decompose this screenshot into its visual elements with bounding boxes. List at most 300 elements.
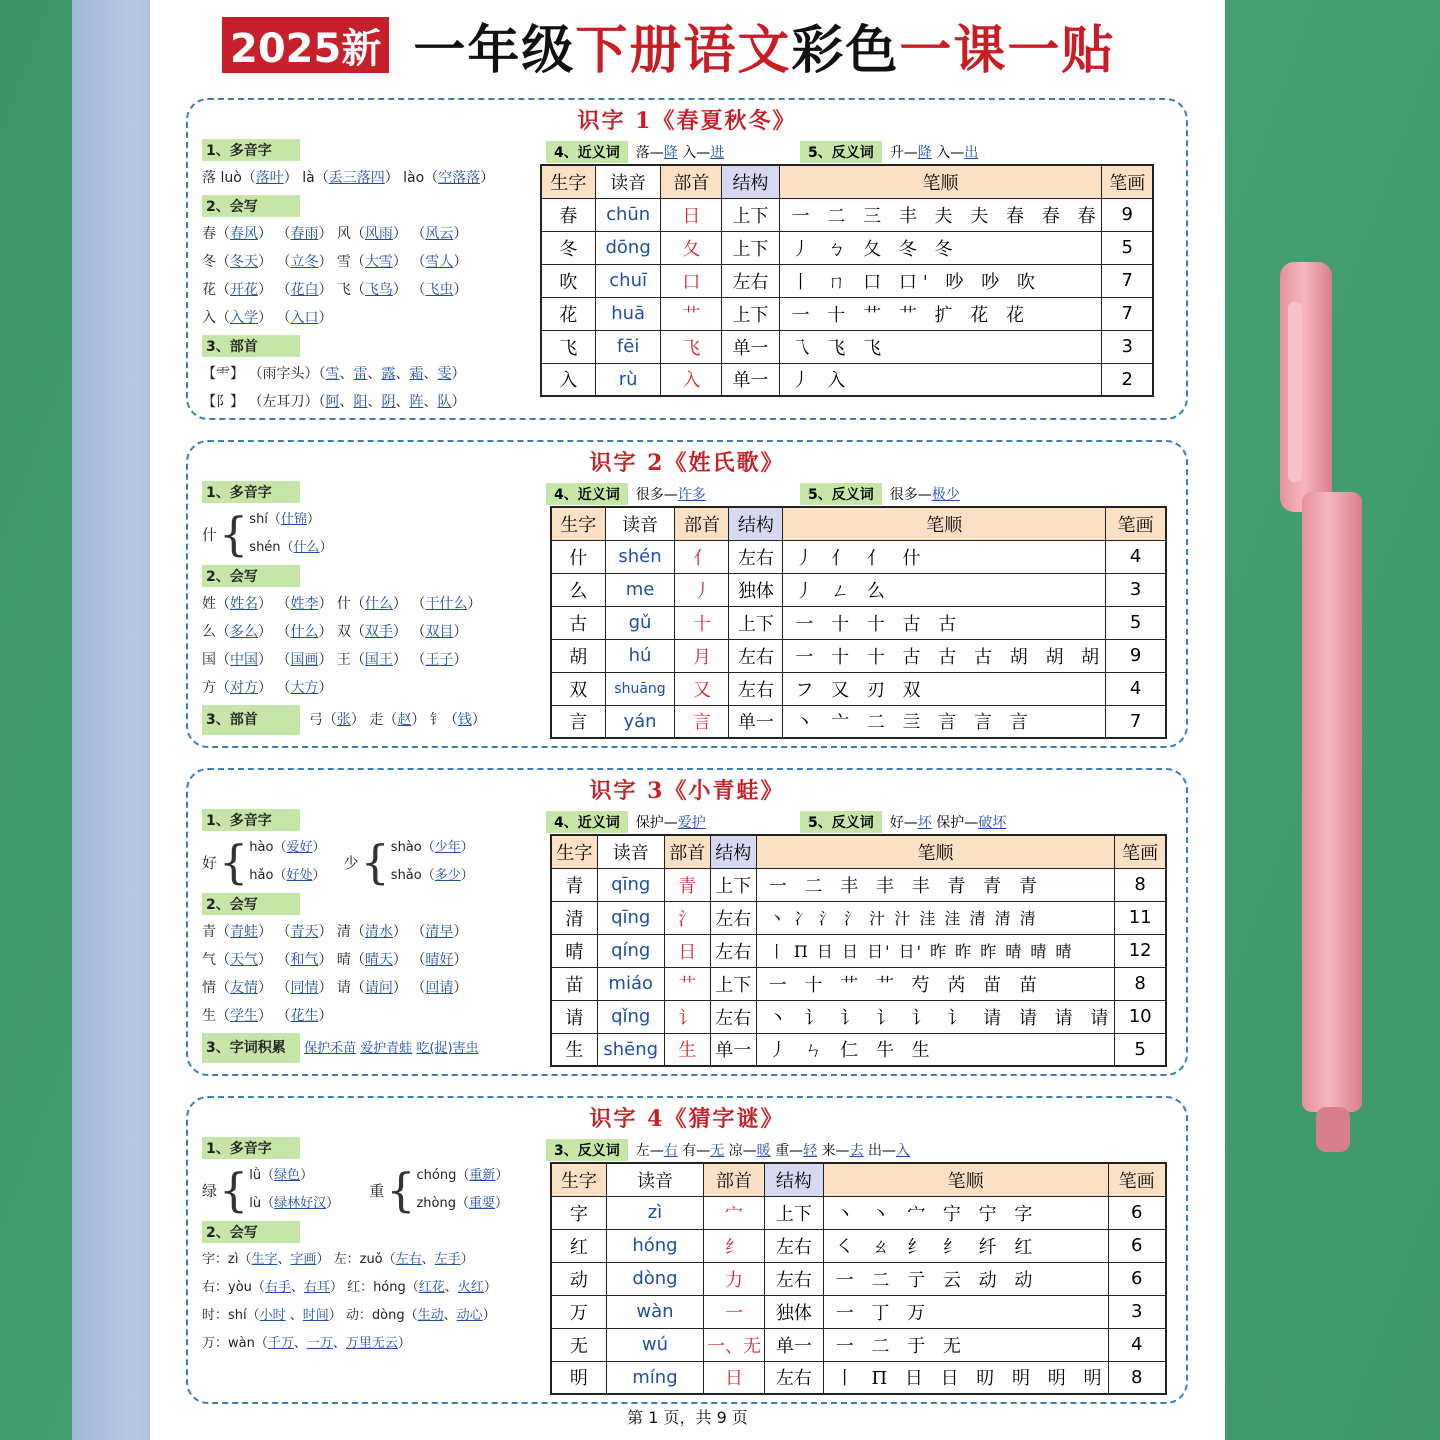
stroke-order-cell: 一 丁 万	[823, 1295, 1108, 1328]
example-word: 飞虫	[425, 282, 454, 298]
character-cell: 冬	[541, 231, 595, 264]
column-header: 笔画	[1108, 1163, 1166, 1196]
radical-cell: 飞	[661, 330, 722, 363]
example-word: 飞鸟	[364, 282, 393, 298]
structure-cell: 左右	[764, 1262, 823, 1295]
example-word: 花白	[290, 282, 319, 298]
stroke-count-cell: 6	[1108, 1262, 1166, 1295]
example-word: 小时	[259, 1308, 286, 1323]
list-item: 么（多么） （什么） 双（双手） （双目）	[202, 624, 468, 640]
pinyin-cell: fēi	[595, 330, 661, 363]
structure-cell: 单一	[722, 330, 779, 363]
lesson-notes	[202, 136, 542, 416]
column-header: 笔顺	[756, 835, 1115, 868]
character-cell: 什	[551, 540, 605, 573]
antonyms-line: 5、反义词 很多—极少	[800, 480, 960, 508]
pinyin-cell: dōng	[595, 231, 661, 264]
character-table	[550, 834, 1167, 1067]
stroke-order-cell: 一 十 十 古 古	[783, 606, 1106, 639]
lesson-4-card	[186, 1096, 1188, 1404]
pinyin-cell: yán	[605, 705, 675, 738]
stroke-count-cell: 8	[1115, 967, 1166, 1000]
structure-cell: 上下	[764, 1196, 823, 1229]
stroke-order-cell: 丿 ㄥ 么	[783, 573, 1106, 606]
character-cell: 花	[541, 297, 595, 330]
stroke-order-cell: 丿 入	[779, 363, 1102, 396]
list-item: shào（少年）	[390, 840, 474, 855]
example-word: 学生	[230, 1008, 258, 1024]
structure-cell: 上下	[722, 297, 779, 330]
example-word: 雪人	[425, 254, 454, 270]
pinyin-cell: dòng	[606, 1262, 703, 1295]
column-header: 结构	[729, 507, 783, 540]
example-word: 字画	[290, 1252, 317, 1267]
section-heading: 1、多音字	[202, 1137, 300, 1159]
pinyin-cell: me	[605, 573, 675, 606]
page-header	[222, 12, 1182, 81]
table-row	[541, 330, 1153, 363]
example-word: 绿色	[274, 1168, 301, 1183]
example-word: 重要	[469, 1196, 496, 1211]
list-item: lǜ（绿色）	[249, 1168, 314, 1183]
example-word: 钱	[457, 712, 472, 728]
example-word: 绿林好汉	[274, 1196, 327, 1211]
list-item: 花（开花） （花白） 飞（飞鸟） （飞虫）	[202, 282, 468, 298]
example-word: 动心	[456, 1308, 483, 1323]
radical-cell: 艹	[661, 297, 722, 330]
example-word: 中国	[230, 652, 258, 668]
table-row	[551, 868, 1166, 901]
structure-cell: 左右	[764, 1229, 823, 1262]
structure-cell: 左右	[710, 934, 756, 967]
stroke-count-cell: 8	[1108, 1361, 1166, 1394]
structure-cell: 单一	[764, 1328, 823, 1361]
radical-cell: 入	[661, 363, 722, 396]
example-word: 无	[710, 1143, 725, 1159]
structure-cell: 独体	[764, 1295, 823, 1328]
stroke-order-cell: 一 二 于 无	[823, 1328, 1108, 1361]
radical-cell: 氵	[664, 901, 710, 934]
example-word: 左右	[395, 1252, 422, 1267]
character-cell: 胡	[551, 639, 605, 672]
structure-cell: 单一	[722, 363, 779, 396]
example-word: 风雨	[364, 226, 393, 242]
column-header: 生字	[551, 1163, 606, 1196]
example-word: 阵	[409, 394, 424, 410]
structure-cell: 左右	[710, 1000, 756, 1033]
list-item: 入（入学） （入口）	[202, 310, 333, 326]
synonyms-line: 4、近义词 落—降 入—进	[546, 138, 724, 166]
column-header: 部首	[664, 835, 710, 868]
character-cell: 明	[551, 1361, 606, 1394]
table-header-row	[551, 835, 1166, 868]
structure-cell: 左右	[710, 901, 756, 934]
character-cell: 言	[551, 705, 605, 738]
stroke-order-cell: フ 又 刃 双	[783, 672, 1106, 705]
example-word: 千万	[267, 1336, 294, 1351]
list-item: chóng（重新）	[416, 1168, 509, 1183]
stroke-order-cell: 乁 飞 飞	[779, 330, 1102, 363]
table-row	[551, 540, 1166, 573]
radical-cell: 日	[664, 934, 710, 967]
write-list	[202, 1246, 542, 1358]
table-header-row	[541, 165, 1153, 198]
year-badge: 2025新	[222, 17, 389, 73]
example-word: 王子	[425, 652, 454, 668]
pinyin-cell: zì	[606, 1196, 703, 1229]
example-word: 大雪	[364, 254, 393, 270]
lesson-title: 识字 4《猜字谜》	[589, 1106, 785, 1132]
table-row	[551, 1295, 1166, 1328]
example-word: 丢三落四	[328, 170, 385, 186]
table-row	[551, 901, 1166, 934]
example-word: 露	[381, 366, 396, 382]
list-item: hào（爱好）	[249, 840, 326, 855]
example-word: 右手	[264, 1280, 291, 1295]
character-cell: 请	[551, 1000, 597, 1033]
structure-cell: 上下	[722, 198, 779, 231]
synonyms-line: 4、近义词 很多—许多	[546, 480, 706, 508]
radical-cell: 夂	[661, 231, 722, 264]
structure-cell: 上下	[729, 606, 783, 639]
lesson-title: 识字 3《小青蛙》	[589, 778, 785, 804]
column-header: 结构	[710, 835, 756, 868]
radical-cell: 艹	[664, 967, 710, 1000]
list-item: shén（什么）	[249, 540, 333, 555]
stroke-count-cell: 3	[1108, 1295, 1166, 1328]
lesson-1-card	[186, 98, 1188, 420]
column-header: 笔顺	[783, 507, 1106, 540]
page-title: 一年级下册语文彩色一课一贴	[413, 19, 1116, 81]
lesson-title: 识字 1《春夏秋冬》	[577, 108, 797, 134]
stroke-count-cell: 7	[1102, 264, 1153, 297]
column-header: 读音	[606, 1163, 703, 1196]
stroke-count-cell: 4	[1108, 1328, 1166, 1361]
lesson-3-card	[186, 768, 1188, 1076]
example-word: 同情	[290, 980, 319, 996]
character-cell: 春	[541, 198, 595, 231]
write-list	[202, 220, 542, 332]
example-word: 青天	[290, 924, 319, 940]
example-word: 右	[663, 1143, 678, 1159]
pinyin-cell: hóng	[606, 1229, 703, 1262]
write-list	[202, 918, 542, 1030]
structure-cell: 左右	[764, 1361, 823, 1394]
table-row	[541, 264, 1153, 297]
example-word: 入	[896, 1143, 911, 1159]
example-word: 晴天	[364, 952, 393, 968]
radical-cell: 日	[704, 1361, 765, 1394]
example-word: 双目	[425, 624, 454, 640]
stroke-count-cell: 7	[1106, 705, 1166, 738]
radical-cell: 宀	[704, 1196, 765, 1229]
character-cell: 清	[551, 901, 597, 934]
section-heading: 2、会写	[202, 893, 300, 915]
column-header: 部首	[704, 1163, 765, 1196]
table-header-row	[551, 1163, 1166, 1196]
column-header: 生字	[551, 835, 597, 868]
stroke-order-cell: 丿 ㄅ 夂 冬 冬	[779, 231, 1102, 264]
list-item: 万：wàn（千万、一万、万里无云）	[202, 1336, 411, 1351]
character-table	[550, 506, 1167, 739]
example-word: 雯	[437, 366, 452, 382]
character-cell: 生	[551, 1033, 597, 1066]
pinyin-cell: gǔ	[605, 606, 675, 639]
character-cell: 青	[551, 868, 597, 901]
stroke-order-cell: 一 十 艹 艹 扩 花 花	[779, 297, 1102, 330]
table-row	[541, 198, 1153, 231]
list-item: 【⻗】 （雨字头）（雪、雷、露、霜、雯）	[202, 366, 466, 382]
pinyin-cell: qǐng	[597, 1000, 664, 1033]
example-word: 春风	[230, 226, 258, 242]
example-word: 什锦	[280, 512, 307, 527]
polyphonic-group: 好 { hào（爱好） hǎo（好处） 少 { shào（少年） shǎo（多少）	[202, 835, 474, 889]
table-row	[551, 1196, 1166, 1229]
example-word: 阿	[325, 394, 340, 410]
column-header: 生字	[541, 165, 595, 198]
pinyin-cell: huā	[595, 297, 661, 330]
character-cell: 红	[551, 1229, 606, 1262]
stroke-count-cell: 5	[1115, 1033, 1166, 1066]
example-word: 国画	[290, 652, 319, 668]
example-word: 国王	[364, 652, 393, 668]
pinyin-cell: miáo	[597, 967, 664, 1000]
stroke-order-cell: 丿 亻 亻 什	[783, 540, 1106, 573]
radical-line: 3、部首 弓（张） 走（赵） 钅（钱）	[202, 702, 542, 730]
list-item: 右：yòu（右手、右耳） 红：hóng（红花、火红）	[202, 1280, 497, 1295]
stroke-count-cell: 3	[1102, 330, 1153, 363]
example-word: 大方	[290, 680, 319, 696]
stroke-count-cell: 6	[1108, 1229, 1166, 1262]
pinyin-cell: qīng	[597, 901, 664, 934]
pinyin-cell: shén	[605, 540, 675, 573]
example-word: 回请	[425, 980, 454, 996]
list-item: 情（友情） （同情） 请（请问） （回请）	[202, 980, 468, 996]
example-word: 坏	[917, 815, 932, 831]
stroke-order-cell: ㇛ ㄠ 纟 纟 纤 红	[823, 1229, 1108, 1262]
example-word: 双手	[364, 624, 393, 640]
example-word: 多么	[230, 624, 258, 640]
stroke-count-cell: 6	[1108, 1196, 1166, 1229]
character-cell: 字	[551, 1196, 606, 1229]
radical-cell: 又	[675, 672, 729, 705]
antonyms-line: 5、反义词 好—坏 保护—破坏	[800, 808, 1006, 836]
example-word: 雷	[353, 366, 368, 382]
character-cell: 动	[551, 1262, 606, 1295]
section-heading: 1、多音字	[202, 139, 300, 161]
structure-cell: 左右	[729, 540, 783, 573]
example-word: 阴	[381, 394, 396, 410]
section-heading: 2、会写	[202, 1221, 300, 1243]
table-row	[551, 1033, 1166, 1066]
example-word: 春雨	[290, 226, 319, 242]
lesson-notes	[202, 1134, 542, 1358]
stroke-order-cell: 丿 ㄣ 仁 牛 生	[756, 1033, 1115, 1066]
character-cell: 古	[551, 606, 605, 639]
example-word: 队	[437, 394, 452, 410]
example-word: 什么	[293, 540, 320, 555]
example-word: 赵	[397, 712, 412, 728]
synonyms-line: 4、近义词 保护—爱护	[546, 808, 706, 836]
structure-cell: 上下	[722, 231, 779, 264]
list-item: shí（什锦）	[249, 512, 320, 527]
example-word: 轻	[803, 1143, 818, 1159]
table-row	[541, 231, 1153, 264]
column-header: 结构	[722, 165, 779, 198]
write-list	[202, 590, 542, 702]
character-table	[550, 1162, 1167, 1395]
stroke-count-cell: 5	[1106, 606, 1166, 639]
pinyin-cell: hú	[605, 639, 675, 672]
table-row	[551, 967, 1166, 1000]
example-word: 花生	[290, 1008, 319, 1024]
character-cell: 么	[551, 573, 605, 606]
column-header: 结构	[764, 1163, 823, 1196]
example-word: 破坏	[978, 815, 1007, 831]
radical-cell: 力	[704, 1262, 765, 1295]
example-word: 少年	[434, 840, 461, 855]
stroke-count-cell: 9	[1106, 639, 1166, 672]
list-item: shǎo（多少）	[390, 868, 474, 883]
example-word: 落叶	[255, 170, 284, 186]
column-header: 部首	[675, 507, 729, 540]
polyphonic-group: 绿 { lǜ（绿色） lù（绿林好汉） 重 { chóng（重新） zhòng（重要）	[202, 1163, 509, 1217]
example-word: 暖	[756, 1143, 771, 1159]
example-word: 晴好	[425, 952, 454, 968]
accumulation-line: 3、字词积累 保护禾苗 爱护青蛙 吃(捉)害虫	[202, 1030, 542, 1058]
stroke-count-cell: 5	[1102, 231, 1153, 264]
radical-cell: 讠	[664, 1000, 710, 1033]
character-cell: 飞	[541, 330, 595, 363]
table-header-row	[551, 507, 1166, 540]
list-item: 国（中国） （国画） 王（国王） （王子）	[202, 652, 468, 668]
example-word: 什么	[364, 596, 393, 612]
example-word: 出	[964, 145, 979, 161]
stroke-order-cell: 一 二 亍 云 动 动	[823, 1262, 1108, 1295]
stroke-order-cell: 丶 冫 氵 氵 汁 汁 洼 洼 清 清 清	[756, 901, 1115, 934]
example-word: 友情	[230, 980, 258, 996]
stroke-count-cell: 11	[1115, 901, 1166, 934]
example-word: 和气	[290, 952, 319, 968]
example-word: 爱护	[677, 815, 706, 831]
column-header: 读音	[597, 835, 664, 868]
list-item: 字：zì（生字、字画） 左：zuǒ（左右、左手）	[202, 1252, 474, 1267]
list-item: 青（青蛙） （青天） 清（清水） （清早）	[202, 924, 468, 940]
page-footer: 第 1 页，共 9 页	[627, 1408, 748, 1427]
example-word: 开花	[230, 282, 258, 298]
polyphonic-line: 落 luò（落叶） là（丢三落四） lào（空落落）	[202, 170, 495, 186]
structure-cell: 上下	[710, 868, 756, 901]
structure-cell: 左右	[729, 672, 783, 705]
pinyin-cell: shuāng	[605, 672, 675, 705]
character-cell: 无	[551, 1328, 606, 1361]
radical-cell: 丿	[675, 573, 729, 606]
list-item: 气（天气） （和气） 晴（晴天） （晴好）	[202, 952, 468, 968]
radical-cell: 一	[704, 1295, 765, 1328]
list-item: 姓（姓名） （姓李） 什（什么） （干什么）	[202, 596, 482, 612]
stroke-count-cell: 10	[1115, 1000, 1166, 1033]
radical-cell: 十	[675, 606, 729, 639]
column-header: 笔画	[1106, 507, 1166, 540]
table-row	[551, 1262, 1166, 1295]
stroke-order-cell: 丨 ㄇ 口 口' 吵 吵 吹	[779, 264, 1102, 297]
stroke-count-cell: 12	[1115, 934, 1166, 967]
stroke-order-cell: 一 十 艹 艹 芍 芮 苗 苗	[756, 967, 1115, 1000]
example-word: 入学	[230, 310, 258, 326]
lesson-2-card	[186, 440, 1188, 748]
example-word: 入口	[290, 310, 319, 326]
example-word: 吃(捉)害虫	[416, 1041, 479, 1056]
section-heading: 2、会写	[202, 565, 300, 587]
example-word: 对方	[230, 680, 258, 696]
column-header: 笔顺	[823, 1163, 1108, 1196]
example-word: 万里无云	[345, 1336, 398, 1351]
section-heading: 1、多音字	[202, 481, 300, 503]
example-word: 风云	[425, 226, 454, 242]
example-word: 时间	[302, 1308, 329, 1323]
pinyin-cell: qíng	[597, 934, 664, 967]
radical-cell: 亻	[675, 540, 729, 573]
stroke-count-cell: 4	[1106, 672, 1166, 705]
pinyin-cell: míng	[606, 1361, 703, 1394]
example-word: 许多	[677, 487, 706, 503]
table-row	[551, 606, 1166, 639]
character-table	[540, 164, 1154, 397]
example-word: 青蛙	[230, 924, 258, 940]
structure-cell: 独体	[729, 573, 783, 606]
example-word: 右耳	[303, 1280, 330, 1295]
structure-cell: 上下	[710, 967, 756, 1000]
column-header: 部首	[661, 165, 722, 198]
pinyin-cell: chuī	[595, 264, 661, 297]
example-word: 空落落	[438, 170, 481, 186]
stroke-order-cell: 丨 П 日 日 旫 明 明 明	[823, 1361, 1108, 1394]
example-word: 什么	[290, 624, 319, 640]
table-row	[551, 705, 1166, 738]
section-heading: 3、部首	[202, 335, 300, 357]
antonyms-line: 3、反义词 左—右 有—无 凉—暖 重—轻 来—去 出—入	[546, 1136, 910, 1164]
antonyms-line: 5、反义词 升—降 入—出	[800, 138, 978, 166]
lesson-notes	[202, 478, 542, 730]
table-row	[541, 363, 1153, 396]
list-item: hǎo（好处）	[249, 868, 326, 883]
table-row	[551, 672, 1166, 705]
stroke-order-cell: 一 二 三 丰 夫 夫 春 春 春	[779, 198, 1102, 231]
structure-cell: 左右	[722, 264, 779, 297]
column-header: 读音	[605, 507, 675, 540]
example-word: 进	[710, 145, 725, 161]
stroke-order-cell: 一 二 丰 丰 丰 青 青 青	[756, 868, 1115, 901]
stroke-count-cell: 8	[1115, 868, 1166, 901]
example-word: 爱护青蛙	[360, 1041, 413, 1056]
example-word: 请问	[364, 980, 393, 996]
character-cell: 入	[541, 363, 595, 396]
example-word: 雪	[325, 366, 340, 382]
stroke-count-cell: 7	[1102, 297, 1153, 330]
example-word: 霜	[409, 366, 424, 382]
example-word: 火红	[457, 1280, 484, 1295]
radical-cell: 言	[675, 705, 729, 738]
example-word: 降	[917, 145, 932, 161]
column-header: 笔画	[1102, 165, 1153, 198]
pinyin-cell: rù	[595, 363, 661, 396]
character-cell: 苗	[551, 967, 597, 1000]
example-word: 张	[336, 712, 351, 728]
example-word: 干什么	[425, 596, 468, 612]
table-row	[551, 1000, 1166, 1033]
example-word: 清水	[364, 924, 393, 940]
example-word: 阳	[353, 394, 368, 410]
